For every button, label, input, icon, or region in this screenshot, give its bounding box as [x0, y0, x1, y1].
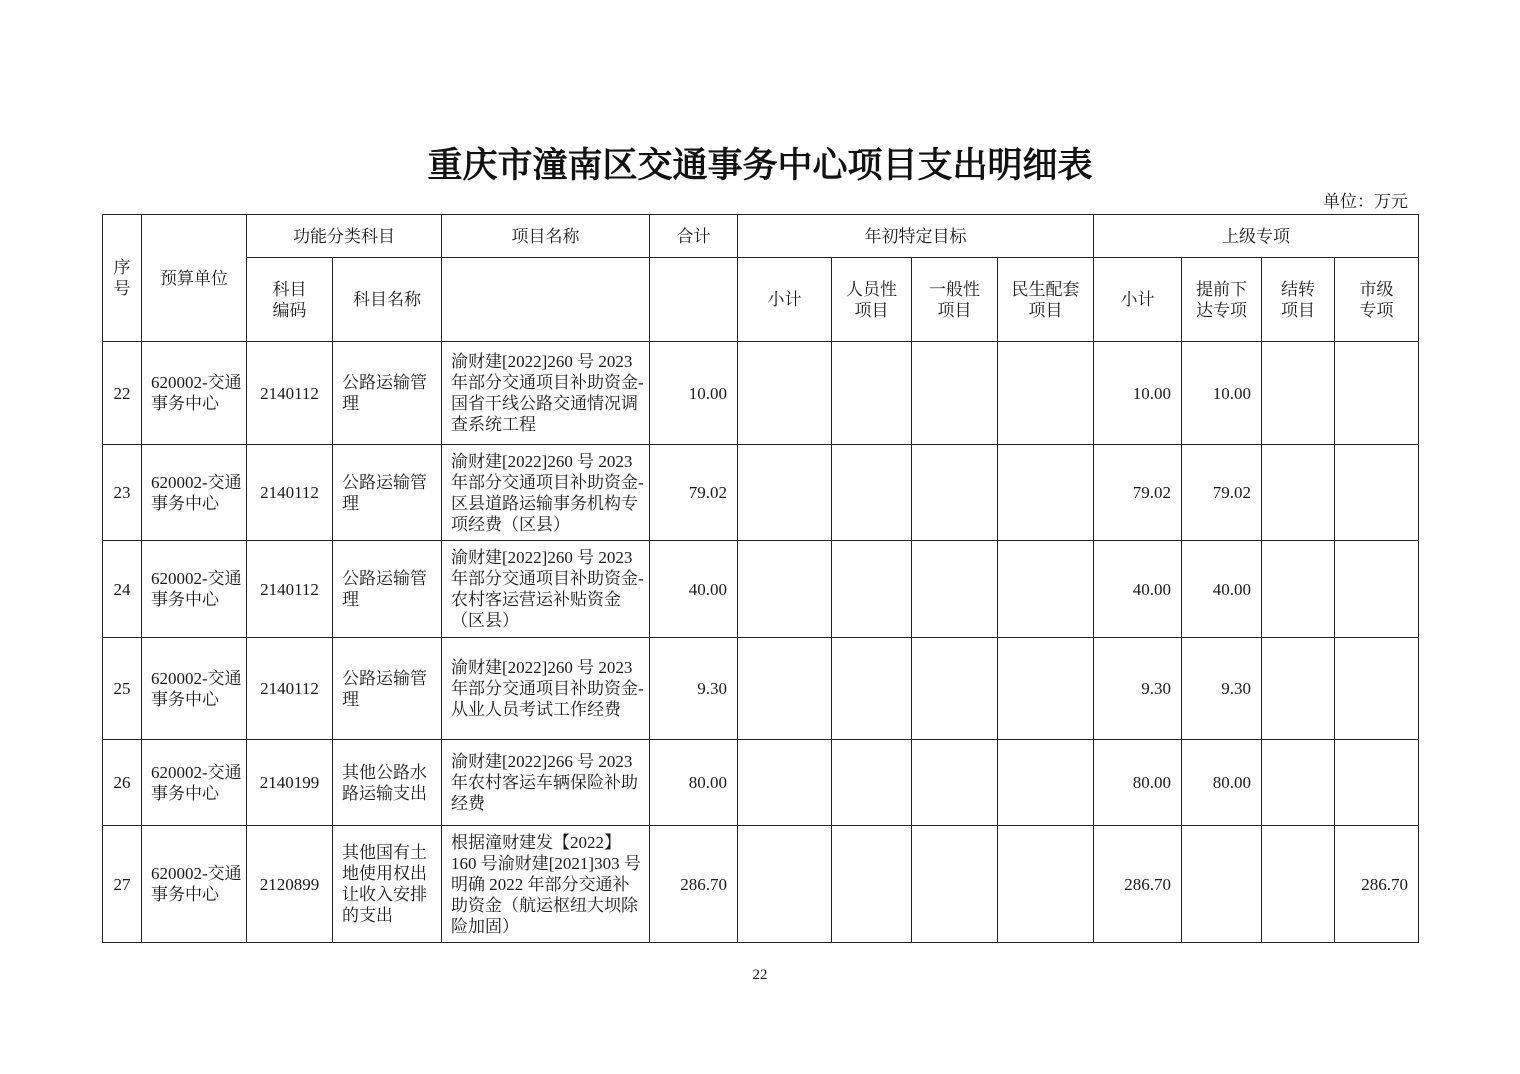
cell-city: [1335, 445, 1419, 541]
cell-subject-code: 2140112: [247, 342, 333, 445]
cell-city: 286.70: [1335, 826, 1419, 943]
cell-budget-unit: 620002-交通事务中心: [142, 826, 247, 943]
cell-seq: 23: [103, 445, 142, 541]
expenditure-table: [102, 214, 1419, 943]
cell-subject-name: 公路运输管理: [333, 541, 442, 638]
cell-subtotal-b: 79.02: [1094, 445, 1182, 541]
cell-subtotal-b: 286.70: [1094, 826, 1182, 943]
cell-general: [912, 541, 998, 638]
header-personnel: 人员性项目: [832, 258, 912, 342]
cell-subject-name: 公路运输管理: [333, 342, 442, 445]
cell-subtotal-b: 9.30: [1094, 638, 1182, 740]
header-total: 合计: [650, 215, 738, 258]
cell-personnel: [832, 541, 912, 638]
unit-label: 单位：万元: [1323, 192, 1408, 211]
cell-budget-unit: 620002-交通事务中心: [142, 541, 247, 638]
cell-personnel: [832, 638, 912, 740]
header-general: 一般性项目: [912, 258, 998, 342]
header-func-category: 功能分类科目: [247, 215, 442, 258]
cell-subject-code: 2120899: [247, 826, 333, 943]
cell-subtotal-a: [738, 445, 832, 541]
cell-project-name: 渝财建[2022]260 号 2023 年部分交通项目补助资金-区县道路运输事务机构专项经费（区县）: [442, 445, 650, 541]
header-subject-name: 科目名称: [333, 258, 442, 342]
cell-budget-unit: 620002-交通事务中心: [142, 638, 247, 740]
cell-livelihood: [998, 445, 1094, 541]
header-livelihood: 民生配套项目: [998, 258, 1094, 342]
page-title: 重庆市潼南区交通事务中心项目支出明细表: [427, 146, 1093, 186]
cell-subtotal-b: 80.00: [1094, 740, 1182, 826]
cell-seq: 27: [103, 826, 142, 943]
header-subject-code: 科目编码: [247, 258, 333, 342]
cell-carryover: [1262, 740, 1335, 826]
cell-personnel: [832, 740, 912, 826]
table-row: [103, 342, 1419, 445]
cell-project-name: 渝财建[2022]260 号 2023 年部分交通项目补助资金-从业人员考试工作经费: [442, 638, 650, 740]
cell-seq: 26: [103, 740, 142, 826]
cell-subject-name: 其他国有土地使用权出让收入安排的支出: [333, 826, 442, 943]
cell-subtotal-b: 40.00: [1094, 541, 1182, 638]
cell-livelihood: [998, 342, 1094, 445]
cell-project-name: 根据潼财建发【2022】160 号渝财建[2021]303 号明确 2022 年部分交通补助资金（航运枢纽大坝除险加固）: [442, 826, 650, 943]
cell-personnel: [832, 445, 912, 541]
cell-livelihood: [998, 541, 1094, 638]
header-annual-target: 年初特定目标: [738, 215, 1094, 258]
cell-general: [912, 445, 998, 541]
cell-budget-unit: 620002-交通事务中心: [142, 342, 247, 445]
page-number: 22: [752, 967, 768, 983]
cell-seq: 24: [103, 541, 142, 638]
cell-subtotal-a: [738, 740, 832, 826]
header-carryover: 结转项目: [1262, 258, 1335, 342]
cell-budget-unit: 620002-交通事务中心: [142, 445, 247, 541]
cell-subject-name: 公路运输管理: [333, 445, 442, 541]
cell-advance: 10.00: [1182, 342, 1262, 445]
cell-livelihood: [998, 826, 1094, 943]
cell-total: 10.00: [650, 342, 738, 445]
header-total-blank: [650, 258, 738, 342]
cell-general: [912, 740, 998, 826]
table-row: [103, 445, 1419, 541]
cell-project-name: 渝财建[2022]260 号 2023 年部分交通项目补助资金-国省干线公路交通情况调查系统工程: [442, 342, 650, 445]
header-subtotal-b: 小计: [1094, 258, 1182, 342]
header-city: 市级专项: [1335, 258, 1419, 342]
cell-city: [1335, 541, 1419, 638]
cell-advance: 79.02: [1182, 445, 1262, 541]
cell-budget-unit: 620002-交通事务中心: [142, 740, 247, 826]
cell-subject-code: 2140112: [247, 638, 333, 740]
cell-carryover: [1262, 826, 1335, 943]
cell-advance: 9.30: [1182, 638, 1262, 740]
cell-advance: 40.00: [1182, 541, 1262, 638]
header-superior-special: 上级专项: [1094, 215, 1419, 258]
cell-subtotal-a: [738, 826, 832, 943]
cell-seq: 25: [103, 638, 142, 740]
cell-subtotal-a: [738, 541, 832, 638]
cell-subject-name: 其他公路水路运输支出: [333, 740, 442, 826]
table-row: [103, 541, 1419, 638]
cell-subject-name: 公路运输管理: [333, 638, 442, 740]
header-seq: 序号: [103, 215, 142, 342]
cell-personnel: [832, 826, 912, 943]
cell-subject-code: 2140199: [247, 740, 333, 826]
header-project-name: 项目名称: [442, 215, 650, 258]
cell-city: [1335, 342, 1419, 445]
cell-carryover: [1262, 342, 1335, 445]
cell-subject-code: 2140112: [247, 445, 333, 541]
cell-livelihood: [998, 740, 1094, 826]
cell-project-name: 渝财建[2022]266 号 2023 年农村客运车辆保险补助经费: [442, 740, 650, 826]
cell-livelihood: [998, 638, 1094, 740]
cell-total: 9.30: [650, 638, 738, 740]
cell-total: 286.70: [650, 826, 738, 943]
header-advance: 提前下达专项: [1182, 258, 1262, 342]
table-row: [103, 638, 1419, 740]
cell-carryover: [1262, 638, 1335, 740]
cell-subtotal-a: [738, 342, 832, 445]
cell-general: [912, 638, 998, 740]
table-row: [103, 740, 1419, 826]
cell-project-name: 渝财建[2022]260 号 2023 年部分交通项目补助资金-农村客运营运补贴资金（区县）: [442, 541, 650, 638]
cell-general: [912, 342, 998, 445]
header-project-name-blank: [442, 258, 650, 342]
cell-advance: 80.00: [1182, 740, 1262, 826]
cell-personnel: [832, 342, 912, 445]
cell-carryover: [1262, 445, 1335, 541]
cell-carryover: [1262, 541, 1335, 638]
header-budget-unit: 预算单位: [142, 215, 247, 342]
cell-subject-code: 2140112: [247, 541, 333, 638]
cell-city: [1335, 740, 1419, 826]
cell-general: [912, 826, 998, 943]
cell-seq: 22: [103, 342, 142, 445]
cell-total: 40.00: [650, 541, 738, 638]
header-subtotal-a: 小计: [738, 258, 832, 342]
cell-subtotal-b: 10.00: [1094, 342, 1182, 445]
cell-advance: [1182, 826, 1262, 943]
cell-city: [1335, 638, 1419, 740]
cell-subtotal-a: [738, 638, 832, 740]
cell-total: 80.00: [650, 740, 738, 826]
cell-total: 79.02: [650, 445, 738, 541]
table-row: [103, 826, 1419, 943]
